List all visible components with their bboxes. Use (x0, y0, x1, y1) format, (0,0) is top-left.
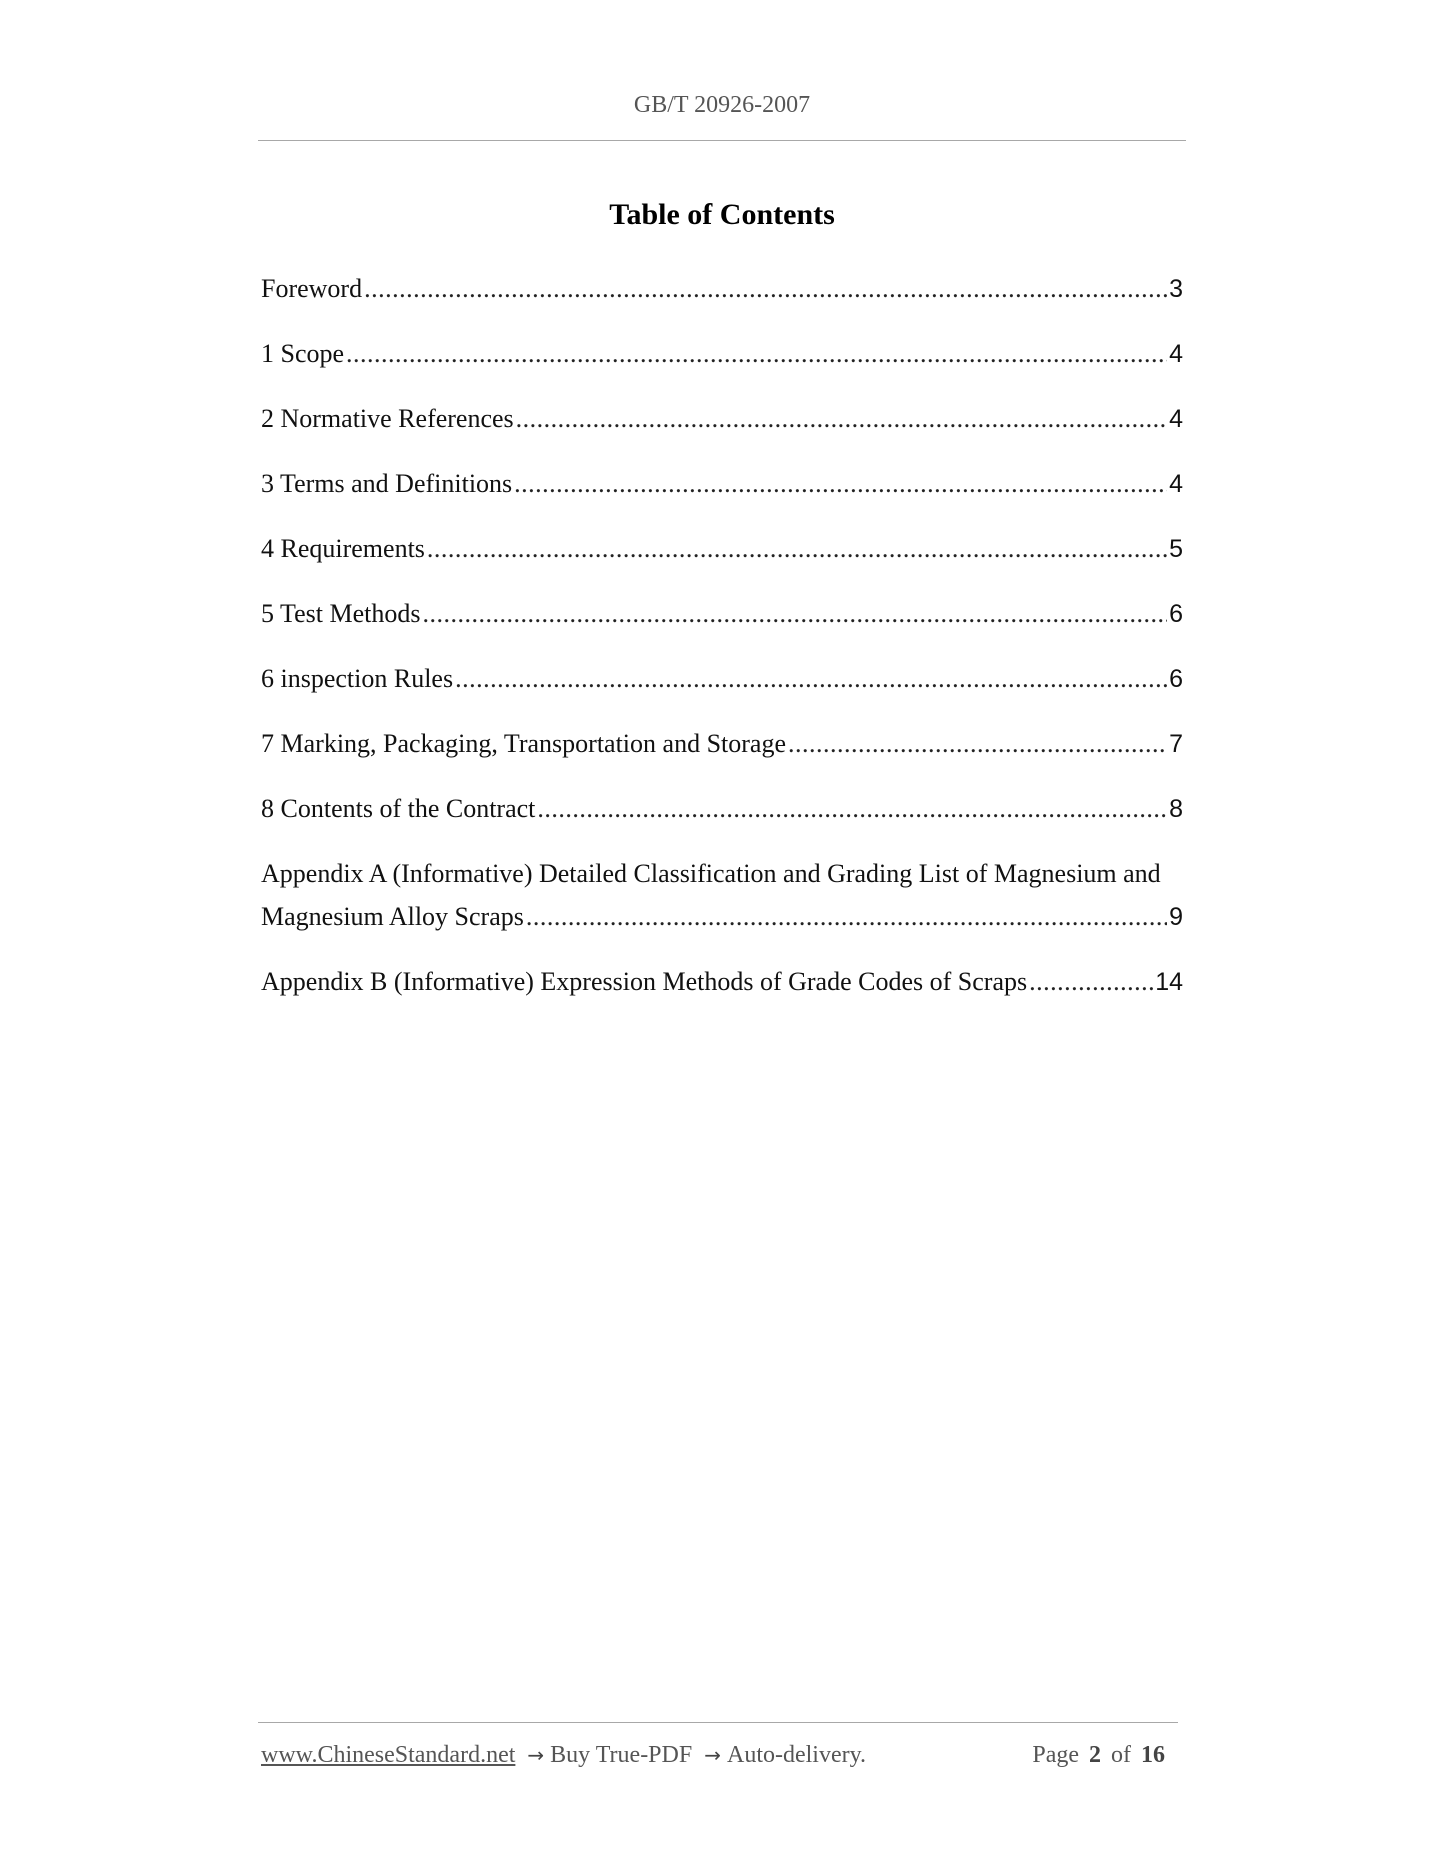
toc-page-number: 4 (1169, 470, 1183, 498)
toc-page-number: 9 (1169, 903, 1183, 931)
footer-divider (258, 1722, 1178, 1723)
toc-entry-foreword[interactable] (261, 272, 1183, 337)
footer-step-delivery: Auto-delivery. (726, 1742, 867, 1768)
dot-leader (427, 532, 1167, 566)
page-indicator (1032, 1742, 1175, 1769)
toc-entry-label: Foreword (261, 274, 363, 303)
dot-leader (364, 272, 1167, 306)
current-page-number: 2 (1089, 1742, 1101, 1768)
toc-entry-label: Appendix B (Informative) Expression Methods of Grade Codes of Scraps (261, 967, 1028, 996)
toc-entry-requirements[interactable] (261, 532, 1183, 597)
toc-entry-marking-packaging[interactable] (261, 727, 1183, 792)
dot-leader (1029, 965, 1153, 999)
arrow-right-icon: → (527, 1743, 545, 1767)
toc-entry-label: 2 Normative References (261, 404, 514, 433)
footer-promo (261, 1742, 866, 1769)
dot-leader (422, 597, 1167, 631)
dot-leader (526, 900, 1167, 934)
toc-page-number: 4 (1169, 405, 1183, 433)
toc-page-number: 8 (1169, 795, 1183, 823)
footer-step-buy: Buy True-PDF (550, 1742, 693, 1768)
toc-entry-normative-references[interactable] (261, 402, 1183, 467)
toc-page-number: 14 (1155, 968, 1183, 996)
toc-entry-label: 4 Requirements (261, 534, 425, 563)
dot-leader (455, 662, 1167, 696)
toc-page-number: 6 (1169, 600, 1183, 628)
dot-leader (514, 467, 1167, 501)
dot-leader (516, 402, 1167, 436)
toc-page-number: 4 (1169, 340, 1183, 368)
toc-entry-continuation (261, 900, 1183, 934)
toc-entry-label: 8 Contents of the Contract (261, 794, 536, 823)
dot-leader (788, 727, 1167, 761)
page-word: Page (1032, 1742, 1079, 1768)
toc-entry-label: 6 inspection Rules (261, 664, 454, 693)
toc-page-number: 3 (1169, 275, 1183, 303)
toc-entry-label: Appendix A (Informative) Detailed Classification and Grading List of Magnesium and (261, 859, 1161, 888)
toc-entry-scope[interactable] (261, 337, 1183, 402)
header-divider (258, 140, 1186, 141)
total-pages-number: 16 (1141, 1742, 1165, 1768)
dot-leader (537, 792, 1167, 826)
arrow-right-icon: → (704, 1743, 721, 1767)
toc-entry-terms-definitions[interactable] (261, 467, 1183, 532)
toc-entry-label: 7 Marking, Packaging, Transportation and Storage (261, 729, 786, 758)
toc-entry-appendix-b[interactable] (261, 965, 1183, 1030)
toc-list (261, 272, 1183, 1030)
toc-entry-label-continued: Magnesium Alloy Scraps (261, 902, 524, 931)
toc-entry-label: 1 Scope (261, 339, 345, 368)
dot-leader (346, 337, 1167, 371)
running-header: GB/T 20926-2007 (633, 92, 811, 118)
toc-title: Table of Contents (609, 198, 835, 231)
toc-entry-test-methods[interactable] (261, 597, 1183, 662)
website-link[interactable]: www.ChineseStandard.net (261, 1742, 516, 1768)
toc-entry-label: 3 Terms and Definitions (261, 469, 513, 498)
toc-entry-label: 5 Test Methods (261, 599, 421, 628)
of-word: of (1111, 1742, 1131, 1768)
toc-entry-appendix-a[interactable] (261, 848, 1183, 965)
toc-page-number: 6 (1169, 665, 1183, 693)
toc-entry-inspection-rules[interactable] (261, 662, 1183, 727)
toc-page-number: 5 (1169, 535, 1183, 563)
toc-page-number: 7 (1169, 730, 1183, 758)
